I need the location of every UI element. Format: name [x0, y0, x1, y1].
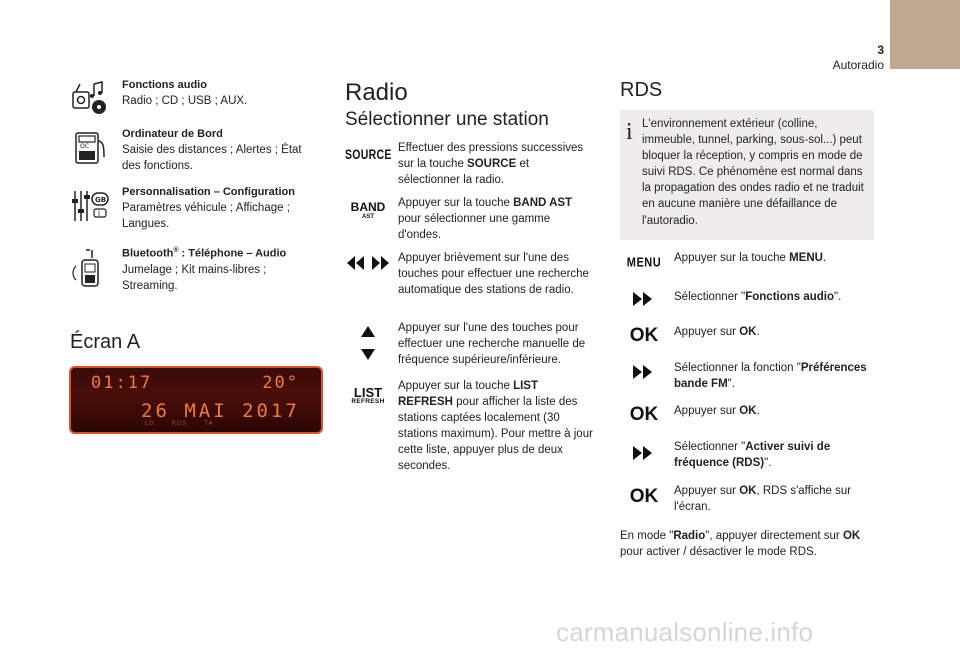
forward-arrow-icon [620, 292, 668, 311]
menu-button-icon: MENU [626, 255, 662, 271]
menu-item-desc: Jumelage ; Kit mains-libres ; Streaming. [122, 264, 267, 293]
svg-text:OC: OC [80, 143, 89, 150]
step-text: Appuyer sur la touche BAND AST pour sélectionner une gamme d'ondes. [398, 197, 573, 242]
menu-item-title: Bluetooth® : Téléphone – Audio [122, 247, 287, 260]
svg-text:GB: GB [95, 196, 107, 204]
page-number: 3 [877, 43, 884, 57]
bluetooth-phone-icon [70, 246, 114, 290]
ok-button-icon: OK [629, 404, 659, 425]
ok-button-icon: OK [629, 486, 659, 507]
display-flags: LO RDS TA [145, 420, 214, 427]
menu-item-desc: Radio ; CD ; USB ; AUX. [122, 95, 248, 108]
step-text: Appuyer sur OK, RDS s'affiche sur l'écran. [674, 485, 852, 514]
step-text: Appuyer sur la touche MENU. [674, 252, 827, 264]
menu-item-desc: Saisie des distances ; Alertes ; État des fonctions. [122, 144, 302, 173]
radio-title: Radio [345, 79, 408, 106]
display-time: 01:17 [91, 373, 153, 393]
step-text: Sélectionner "Activer suivi de fréquence (RDS)". [674, 441, 831, 470]
ok-button-icon: OK [629, 325, 659, 346]
forward-arrow-icon [620, 446, 668, 465]
display-temperature: 20° [262, 373, 299, 393]
seek-arrows-icon [345, 256, 391, 275]
menu-item-title: Fonctions audio [122, 79, 207, 91]
source-button-icon: SOURCE [345, 147, 392, 163]
up-down-arrows-icon [345, 326, 391, 365]
menu-item-title: Personnalisation – Configuration [122, 186, 295, 198]
personalisation-icon [70, 185, 114, 229]
band-ast-button-icon: BAND AST [350, 200, 386, 220]
list-refresh-button-icon: LIST REFRESH [351, 385, 385, 405]
info-text: L'environnement extérieur (colline, immeuble, tunnel, parking, sous-sol...) peut bloquer la réception, y compris en mode de suivi RDS. Ce phénomène est normal dans la propagation des ondes radio et ne traduit en aucune manière une défaillance de l'autoradio. [642, 118, 864, 227]
info-box [620, 110, 874, 240]
audio-functions-icon [70, 78, 114, 122]
rds-footer-note: En mode "Radio", appuyer directement sur OK pour activer / désactiver le mode RDS. [620, 530, 861, 559]
step-text: Appuyer sur OK. [674, 405, 760, 417]
radio-subtitle: Sélectionner une station [345, 109, 549, 130]
section-name: Autoradio [832, 58, 884, 72]
step-text: Sélectionner "Fonctions audio". [674, 291, 842, 303]
radio-display-panel [69, 366, 323, 434]
section-tab [890, 0, 960, 69]
step-text: Appuyer brièvement sur l'une des touches pour effectuer une recherche automatique des stations de radio. [398, 252, 589, 297]
ecran-title: Écran A [70, 331, 141, 353]
step-text: Sélectionner la fonction "Préférences bande FM". [674, 362, 867, 391]
info-icon: i [626, 119, 633, 145]
step-text: Appuyer sur la touche LIST REFRESH pour afficher la liste des stations captées localement (30 stations maximum). Pour mettre à jour cette liste, appuyer plus de deux secondes. [398, 380, 593, 473]
menu-item-desc: Paramètres véhicule ; Affichage ; Langues. [122, 202, 290, 231]
step-text: Appuyer sur OK. [674, 326, 760, 338]
menu-item-title: Ordinateur de Bord [122, 128, 223, 140]
display-date: 26 MAI 2017 [141, 400, 300, 422]
watermark: carmanualsonline.info [556, 617, 814, 647]
rds-title: RDS [620, 79, 663, 101]
forward-arrow-icon [620, 365, 668, 384]
step-text: Appuyer sur l'une des touches pour effectuer une recherche manuelle de fréquence supérieure/inférieure. [398, 322, 586, 367]
svg-text:I: I [98, 210, 101, 218]
step-text: Effectuer des pressions successives sur la touche SOURCE et sélectionner la radio. [398, 142, 584, 187]
trip-computer-icon [70, 127, 114, 171]
